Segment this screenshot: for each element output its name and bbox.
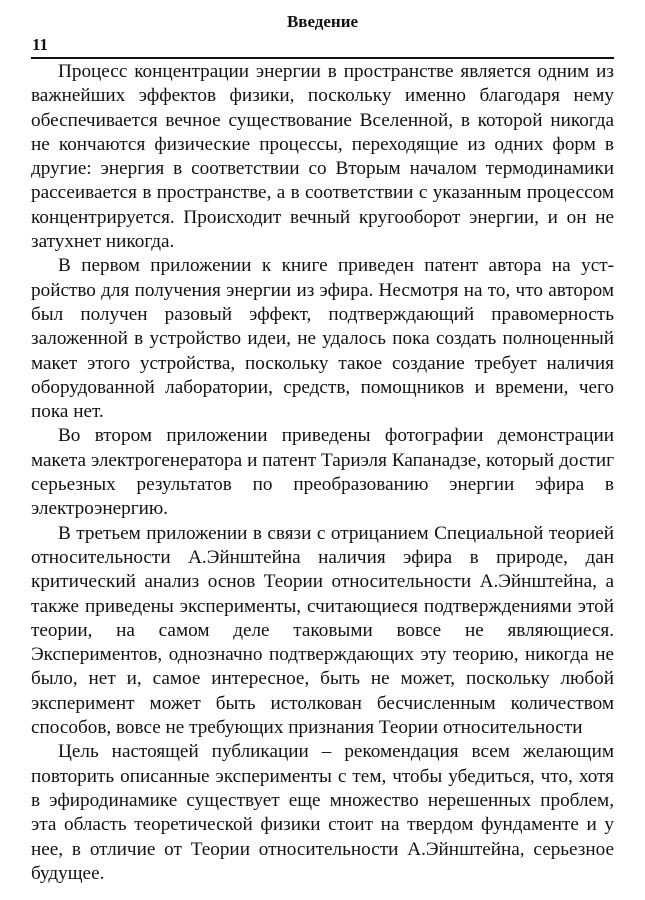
paragraph-3: Во втором приложении приведены фотографии демонстрации макета электрогенератора и патент Тариэля Капанадзе, который достиг серьезных результатов по преобразованию энергии эфира в электроэнергию. [31, 425, 614, 520]
paragraph-2: В первом приложении к книге приведен патент автора на устройство для получения энергии из эфира. Несмотря на то, что автором был получен разовый эффект, подтверждающий правомерность заложенной в устройство идеи, не удалось пока создать полноценный макет этого устройства, поскольку такое создание требует наличия оборудованной лаборатории, средств, помощников и времени, чего пока нет. [31, 255, 614, 423]
paragraph-1: Процесс концентрации энергии в пространстве является одним из важнейших эффектов физики, поскольку именно благодаря нему обеспечивается вечное существование Вселенной, в которой никогда не кончаются физические процессы, переходящие из одних форм в другие: энергия в соответствии со Вторым началом термодинамики рассеивается в пространстве, а в соответствии с указанным процессом концентрируется. Происходит вечный кругооборот энергии, и он не затухнет никогда. [31, 61, 614, 253]
page-number: 11 [32, 35, 49, 54]
paragraph-5: Цель настоящей публикации – рекомендация всем желающим повторить описанные эксперименты с тем, чтобы убедиться, что, хотя в эфиродинамике существует еще множество нерешенных проблем, эта область теоретической физики стоит на твердом фундаменте и у нее, в отличие от Теории относительности А.Эйнштейна, серьезное будущее. [31, 741, 614, 884]
paragraph-4: В третьем приложении в связи с отрицанием Специальной теорией относительности А.Эйнштейна наличия эфира в природе, дан критический анализ основ Теории относительности А.Эйнштейна, а также приведены эксперименты, считающиеся подтверждениями этой теории, на самом деле таковыми вовсе не являющиеся. Экспериментов, однозначно подтверждающих эту теорию, никогда не было, нет и, самое интересное, быть не может, поскольку любой эксперимент может быть истолкован бесчисленным количеством способов, вовсе не требующих признания Теории относительности [31, 522, 614, 739]
header-rule [31, 57, 614, 59]
body-text [31, 60, 614, 886]
running-title: Введение [286, 12, 359, 31]
